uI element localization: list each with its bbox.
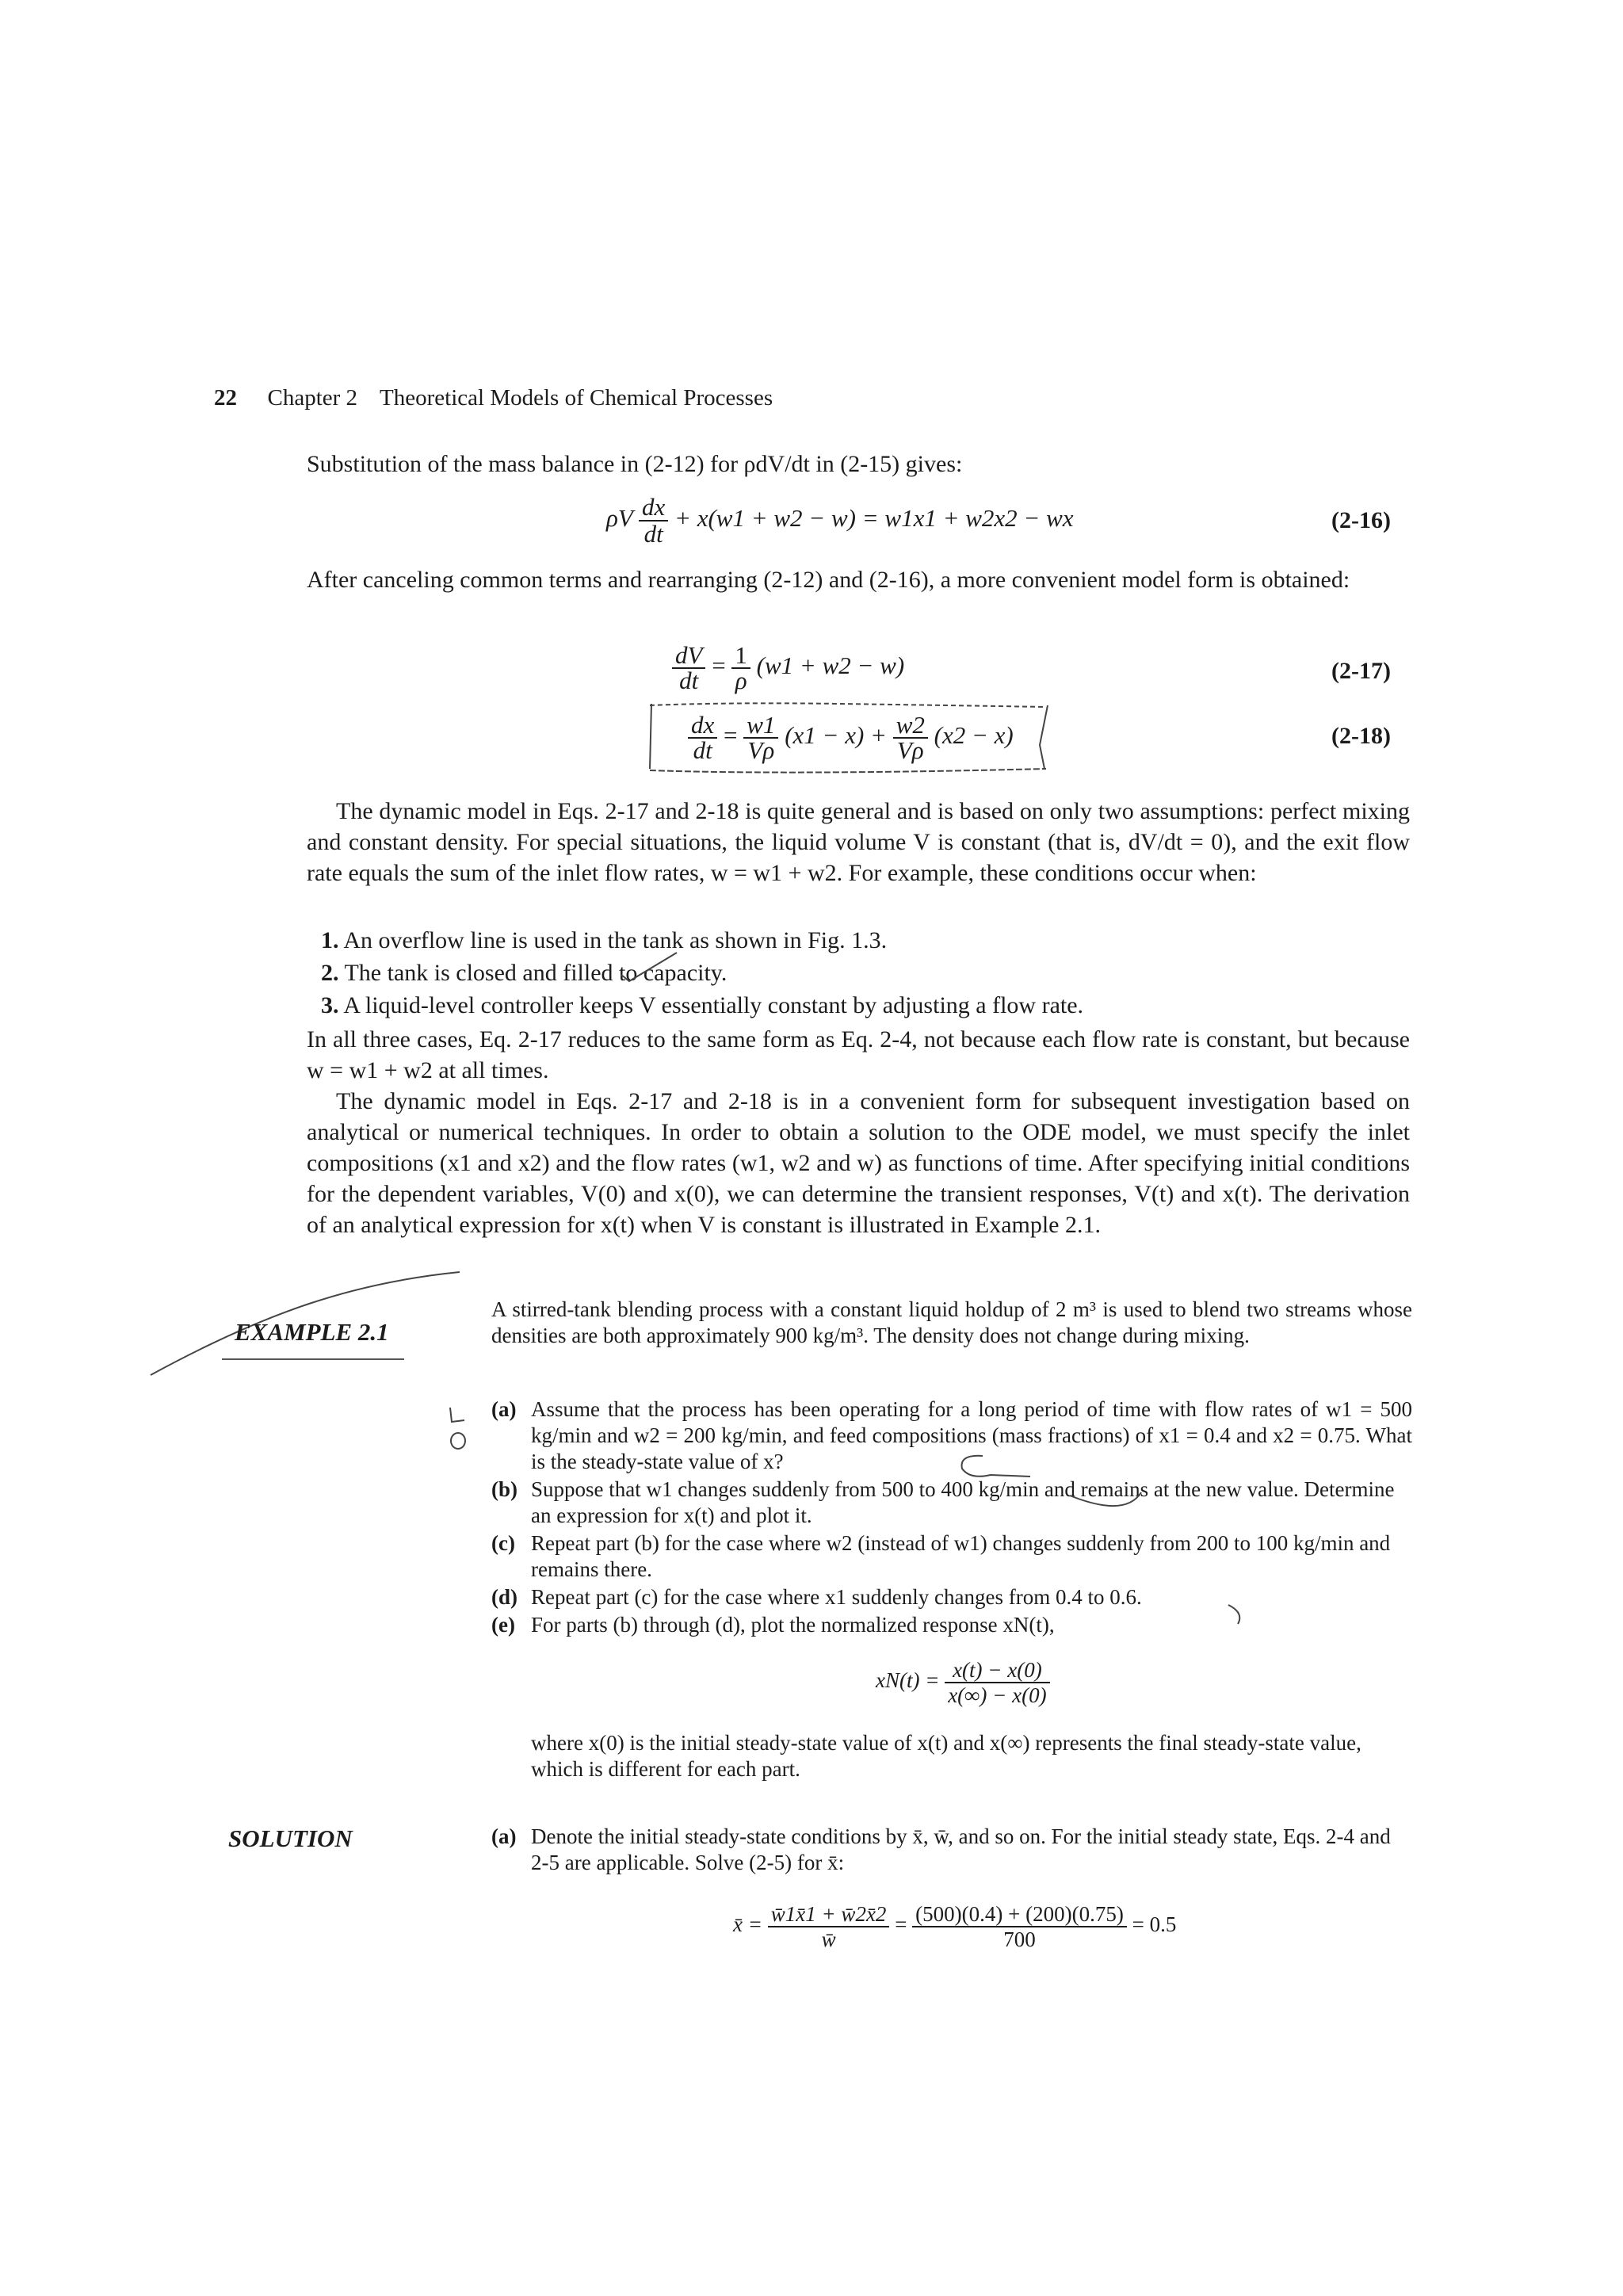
- chapter-title: Theoretical Models of Chemical Processes: [380, 385, 773, 411]
- equation-2-17: [672, 641, 905, 694]
- paragraph-convenient: [307, 1086, 1410, 1240]
- after-normalized-text: [531, 1730, 1412, 1782]
- eq-2-17-lhs: [672, 641, 705, 694]
- solution-parts-list: [491, 1824, 1412, 1876]
- condition-number: 3.: [321, 992, 339, 1018]
- eq-2-17-lhs-num: dV: [672, 644, 705, 669]
- eq-2-18-t2-den: Vρ: [896, 736, 924, 764]
- eq-2-17-coef-den: ρ: [735, 667, 747, 694]
- condition-item: [321, 957, 1399, 988]
- norm-eq-lhs: xN(t) =: [876, 1668, 940, 1693]
- condition-item: [321, 990, 1399, 1021]
- eq-2-16-num: dx: [639, 495, 668, 521]
- eq-2-18-t1-num: w1: [743, 713, 778, 739]
- eq-2-17-coef: [731, 641, 750, 694]
- solution-eq-lhs: x̄ =: [733, 1912, 762, 1937]
- condition-number: 2.: [321, 960, 339, 986]
- condition-text: The tank is closed and filled to capacity.: [344, 960, 727, 986]
- conditions-list: [321, 925, 1399, 1021]
- eq-2-18-lhs-num: dx: [688, 713, 717, 739]
- example-part-text: For parts (b) through (d), plot the normalized response xN(t),: [531, 1613, 1055, 1637]
- eq-2-17-equals: =: [712, 651, 726, 680]
- example-part-text: Repeat part (c) for the case where x1 suddenly changes from 0.4 to 0.6.: [531, 1585, 1142, 1609]
- eq-2-17-coef-num: 1: [731, 644, 750, 669]
- solution-equation: [733, 1902, 1176, 1951]
- paragraph-dynamic: [307, 796, 1410, 888]
- solution-eq-frac2: [912, 1902, 1127, 1951]
- eq-2-18-equals: =: [724, 721, 738, 750]
- eq-2-18-t2-rest: (x2 − x): [934, 721, 1014, 750]
- example-part-label: (b): [491, 1477, 517, 1501]
- eq-2-16-prefix: ρV: [606, 504, 633, 533]
- solution-part-a: [491, 1824, 1412, 1876]
- solution-eq-mid: =: [895, 1912, 907, 1937]
- condition-item: [321, 925, 1399, 956]
- chapter-label: Chapter 2: [267, 385, 358, 411]
- equation-number-2-18: (2-18): [1331, 723, 1391, 749]
- page-header: [214, 383, 773, 414]
- paragraph-cases-text: In all three cases, Eq. 2-17 reduces to the same form as Eq. 2-4, not because each flow rate is constant, but because w = w1 + w2 at all times.: [307, 1026, 1410, 1083]
- condition-number: 1.: [321, 927, 339, 953]
- normalized-equation: [876, 1658, 1050, 1707]
- solution-part-label: (a): [491, 1824, 517, 1848]
- solution-eq-frac1: [768, 1902, 890, 1951]
- norm-eq-num: x(t) − x(0): [945, 1658, 1049, 1683]
- eq-2-16-rest: + x(w1 + w2 − w) = w1x1 + w2x2 − wx: [674, 504, 1074, 533]
- equation-number-2-17: (2-17): [1331, 658, 1391, 684]
- paragraph-after-2-16: [307, 564, 1410, 595]
- paragraph-convenient-text: The dynamic model in Eqs. 2-17 and 2-18 is in a convenient form for subsequent investigation based on analytical or numerical techniques. In order to obtain a solution to the ODE model, we must specify the inlet compositions (x1 and x2) and the flow rates (w1, w2 and w) as functions of time. After specifying initial conditions for the dependent variables, V(0) and x(0), we can determine the transient responses, V(t) and x(t). The derivation of an analytical expression for x(t) when V is constant is illustrated in Example 2.1.: [307, 1088, 1410, 1238]
- eq-2-18-t1-den: Vρ: [747, 736, 775, 764]
- eq-2-16-den: dt: [643, 520, 663, 548]
- solution-label: SOLUTION: [228, 1824, 353, 1852]
- equation-2-16: [606, 495, 1074, 547]
- example-label: EXAMPLE 2.1: [235, 1318, 389, 1346]
- intro-sentence: Substitution of the mass balance in (2-12) for ρdV/dt in (2-15) gives:: [307, 451, 963, 477]
- page-number: 22: [214, 385, 237, 411]
- norm-eq-den: x(∞) − x(0): [948, 1683, 1047, 1707]
- solution-eq-f2-num: (500)(0.4) + (200)(0.75): [912, 1902, 1127, 1927]
- paragraph-after-text: After canceling common terms and rearranging (2-12) and (2-16), a more convenient model form is obtained:: [307, 567, 1350, 593]
- solution-eq-result: = 0.5: [1132, 1912, 1177, 1937]
- handwritten-checkmark: [618, 948, 682, 988]
- handwritten-circles: [935, 1446, 1268, 1629]
- condition-text: A liquid-level controller keeps V essentially constant by adjusting a flow rate.: [343, 992, 1084, 1018]
- eq-2-16-fraction: [639, 495, 668, 547]
- solution-eq-f2-den: 700: [1003, 1927, 1036, 1951]
- example-part-label: (d): [491, 1585, 517, 1609]
- example-part-text: Suppose that w1 changes suddenly from 500 to 400 kg/min and remains at the new value. Determine an expression for x(t) and plot it.: [531, 1477, 1395, 1527]
- paragraph-cases: [307, 1024, 1410, 1086]
- norm-eq-fraction: [945, 1658, 1049, 1707]
- example-part-label: (e): [491, 1613, 515, 1637]
- condition-text: An overflow line is used in the tank as shown in Fig. 1.3.: [343, 927, 888, 953]
- example-part-text: Assume that the process has been operating for a long period of time with flow rates of w1 = 500 kg/min and w2 = 200 kg/min, and feed compositions (mass fractions) of x1 = 0.4 and x2 = 0.75. What is the steady-state value of x?: [531, 1397, 1412, 1473]
- handwritten-margin-note: [444, 1403, 475, 1458]
- example-intro: [491, 1297, 1412, 1349]
- example-part-label: (a): [491, 1397, 517, 1421]
- solution-eq-f1-num: w̄1x̄1 + w̄2x̄2: [768, 1902, 890, 1927]
- solution-part-text: Denote the initial steady-state conditions by x̄, w̄, and so on. For the initial steady state, Eqs. 2-4 and 2-5 are applicable. Solve (2-5) for x̄:: [531, 1824, 1391, 1874]
- example-part-label: (c): [491, 1531, 515, 1555]
- handdrawn-box: [634, 690, 1062, 785]
- example-part-text: Repeat part (b) for the case where w2 (instead of w1) changes suddenly from 200 to 100 kg/min and remains there.: [531, 1531, 1391, 1581]
- paragraph-dynamic-text: The dynamic model in Eqs. 2-17 and 2-18 is quite general and is based on only two assumptions: perfect mixing and constant density. For special situations, the liquid volume V is constant (that is, dV/dt = 0), and the exit flow rate equals the sum of the inlet flow rates, w = w1 + w2. For example, these conditions occur when:: [307, 798, 1410, 886]
- solution-part: [491, 1824, 1412, 1876]
- eq-2-18-t1-rest: (x1 − x) +: [785, 721, 887, 750]
- eq-2-17-lhs-den: dt: [679, 667, 699, 694]
- eq-2-17-rest: (w1 + w2 − w): [756, 651, 905, 680]
- solution-eq-f1-den: w̄: [821, 1927, 836, 1951]
- eq-2-18-t2-num: w2: [893, 713, 928, 739]
- equation-number-2-16: (2-16): [1331, 507, 1391, 533]
- example-intro-text: A stirred-tank blending process with a constant liquid holdup of 2 m³ is used to blend two streams whose densities are both approximately 900 kg/m³. The density does not change during mixing.: [491, 1297, 1412, 1347]
- eq-2-18-lhs-den: dt: [693, 736, 712, 764]
- after-normalized-content: where x(0) is the initial steady-state value of x(t) and x(∞) represents the final steady-state value, which is different for each part.: [531, 1731, 1361, 1781]
